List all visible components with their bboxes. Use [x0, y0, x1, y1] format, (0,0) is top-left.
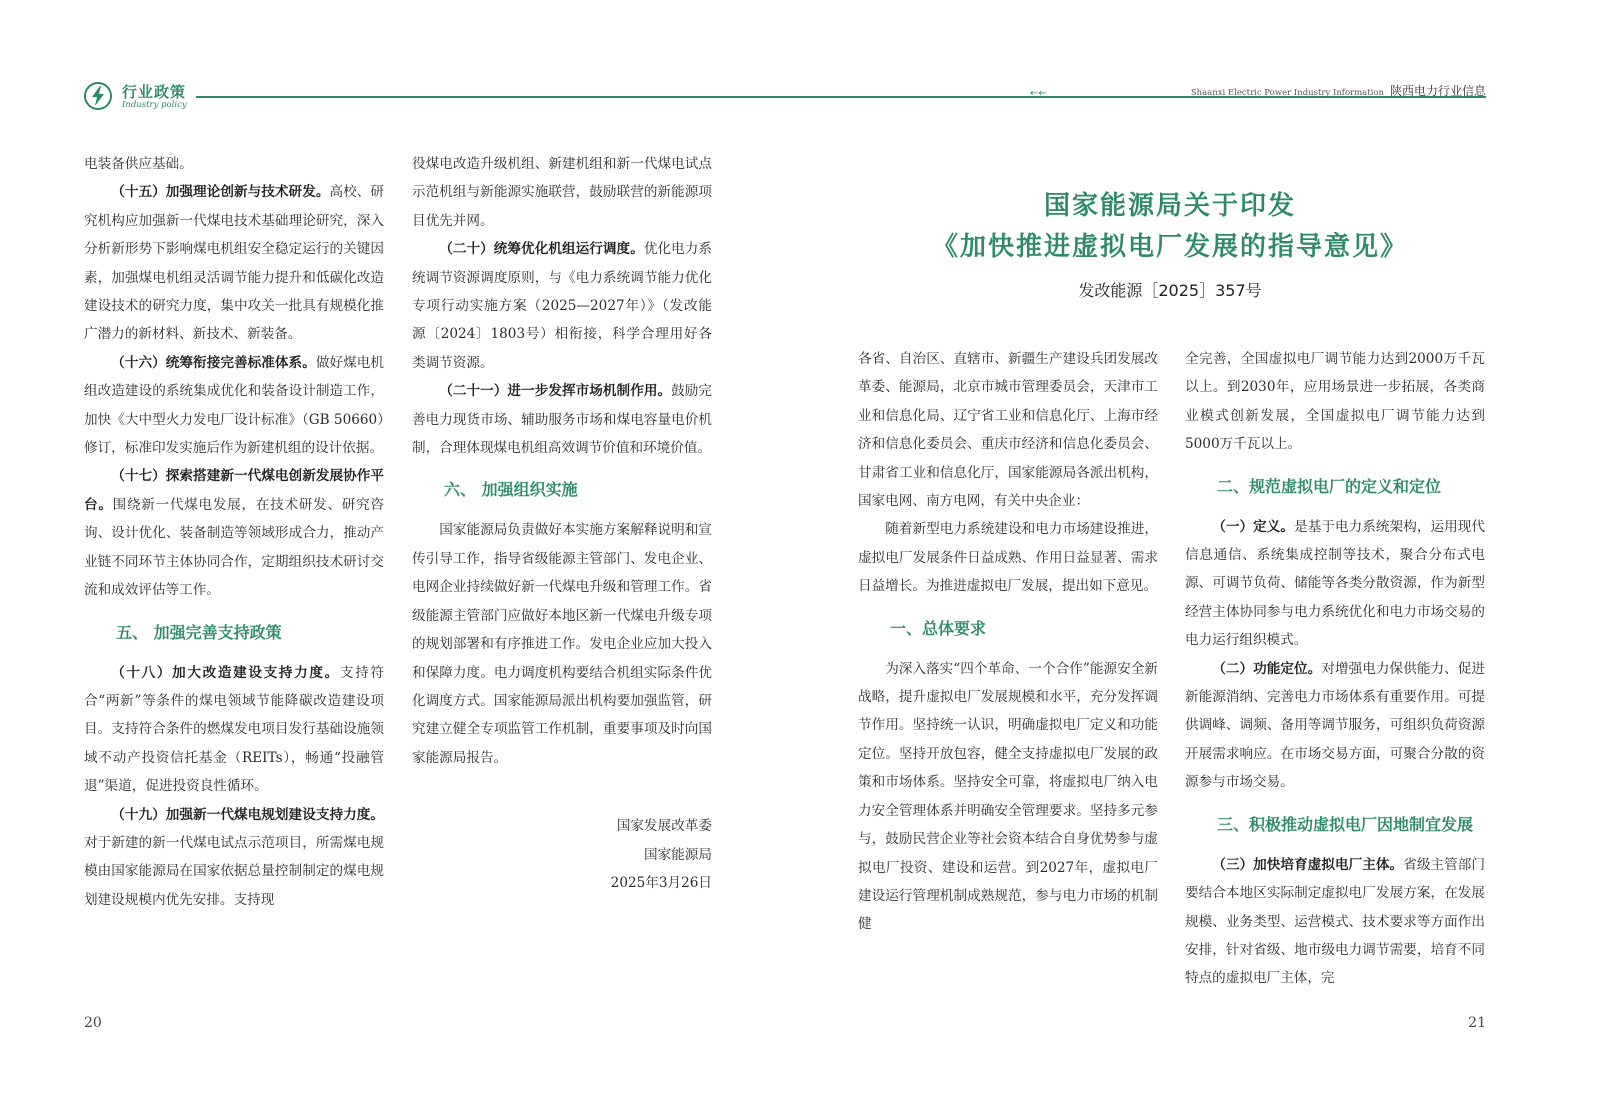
clause-heading: （十五）加强理论创新与技术研发。 — [111, 184, 330, 201]
clause-heading: （一）定义。 — [1212, 518, 1295, 535]
section-heading: 六、 加强组织实施 — [444, 480, 578, 500]
page-number-right: 21 — [1468, 1015, 1486, 1031]
clause-text: 优化电力系统调节资源调度原则，与《电力系统调节能力优化专项行动实施方案（2025—2027年）》（发改能源〔2024〕1803号）相衔接，科学合理用好各类调节资源。 — [412, 241, 713, 371]
paragraph: 随着新型电力系统建设和电力市场建设推进，虚拟电厂发展条件日益成熟、作用日益显著、需求日益增长。为推进虚拟电厂发展，提出如下意见。 — [858, 521, 1158, 595]
clause-heading: （十七）探索搭建新一代煤电创新发展协作平台。 — [84, 468, 384, 513]
paragraph: 各省、自治区、直辖市、新疆生产建设兵团发展改革委、能源局，北京市城市管理委员会，天津市工业和信息化局、辽宁省工业和信息化厅、上海市经济和信息化委员会、重庆市经济和信息化委员会、甘肃省工业和信息化厅，国家能源局各派出机构，国家电网、南方电网，有关中央企业： — [858, 351, 1158, 510]
clause-heading: （十八）加大改造建设支持力度。 — [111, 664, 340, 681]
paragraph: 役煤电改造升级机组、新建机组和新一代煤电试点示范机组与新能源实施联营，鼓励联营的新能源项目优先并网。 — [412, 156, 712, 229]
paragraph — [1185, 513, 1485, 655]
clause-heading: （十六）统筹衔接完善标准体系。 — [111, 354, 316, 371]
signatory: 国家发展改革委 — [616, 818, 712, 835]
clause-text: 做好煤电机组改造建设的系统集成优化和装备设计制造工作，加快《大中型火力发电厂设计标准》（GB 50660）修订，标准印发实施后作为新建机组的设计依据。 — [84, 354, 385, 457]
clause-text: 是基于电力系统架构，运用现代信息通信、系统集成控制等技术，聚合分布式电源、可调节负荷、储能等各类分散资源，作为新型经营主体协同参与电力系统优化和电力市场交易的电力运行组织模式。 — [1185, 518, 1485, 649]
section-heading: 一、总体要求 — [890, 618, 987, 638]
section-heading: 五、 加强完善支持政策 — [116, 622, 282, 642]
paragraph — [1185, 851, 1485, 993]
arrows-icon: ←← — [1030, 88, 1047, 99]
clause-text: 对增强电力保供能力、促进新能源消纳、完善电力市场体系有重要作用。可提供调峰、调频、备用等调节服务，可组织负荷资源开展需求响应。在市场交易方面，可聚合分散的资源参与市场交易。 — [1185, 660, 1486, 791]
paragraph — [412, 235, 712, 377]
sign-date: 2025年3月26日 — [610, 874, 712, 891]
clause-text: 支持符合“两新”等条件的煤电领域节能降碳改造建设项目。支持符合条件的燃煤发电项目发行基础设施领域不动产投资信托基金（REITs），畅通“投融管退”渠道，促进投资良性循环。 — [84, 664, 385, 795]
paragraph — [84, 659, 384, 801]
paragraph: 电装备供应基础。 — [84, 156, 193, 172]
clause-heading: （十九）加强新一代煤电规划建设支持力度。 — [111, 806, 384, 823]
lightning-bolt-icon — [84, 82, 112, 110]
spacer — [412, 772, 712, 812]
publication-name — [1191, 82, 1486, 99]
document-number: 发改能源［2025］357号 — [1078, 281, 1262, 300]
clause-heading: （二）功能定位。 — [1212, 660, 1322, 677]
publication-name-cn: 陕西电力行业信息 — [1389, 84, 1486, 98]
section-heading: 三、积极推动虚拟电厂因地制宜发展 — [1217, 814, 1474, 834]
document-title-line-1: 国家能源局关于印发 — [1043, 191, 1296, 221]
paragraph: 为深入落实“四个革命、一个合作”能源安全新战略，提升虚拟电厂发展规模和水平，充分发挥调节作用。坚持统一认识，明确虚拟电厂定义和功能定位。坚持开放包容，健全支持虚拟电厂发展的政策和市场体系。坚持安全可靠，将虚拟电厂纳入电力安全管理体系并明确安全管理要求。坚持多元参与，鼓励民营企业等社会资本结合自身优势参与虚拟电厂投资、建设和运营。到2027年，虚拟电厂建设运行管理机制成熟规范，参与电力市场的机制健 — [858, 660, 1158, 933]
paragraph — [84, 178, 384, 348]
section-title: 行业政策 — [122, 83, 187, 101]
right-page-column-2 — [1185, 345, 1485, 993]
clause-text: 围绕新一代煤电发展，在技术研发、研究咨询、设计优化、装备制造等领域形成合力，推动产业链不同环节主体协同合作，定期组织技术研讨交流和成效评估等工作。 — [84, 496, 384, 599]
page-number-left: 20 — [84, 1015, 102, 1031]
signatory: 国家能源局 — [644, 846, 712, 863]
section-heading: 二、规范虚拟电厂的定义和定位 — [1217, 476, 1442, 496]
clause-text: 鼓励完善电力现货市场、辅助服务市场和煤电容量电价机制，合理体现煤电机组高效调节价值和环境价值。 — [412, 383, 713, 457]
clause-text: 省级主管部门要结合本地区实际制定虚拟电厂发展方案，在发展规模、业务类型、运营模式、技术要求等方面作出安排，针对省级、地市级电力调节需要，培育不同特点的虚拟电厂主体，完 — [1185, 856, 1486, 987]
paragraph: 国家能源局负责做好本实施方案解释说明和宣传引导工作，指导省级能源主管部门、发电企业、电网企业持续做好新一代煤电升级和管理工作。省级能源主管部门应做好本地区新一代煤电升级专项的规划部署和有序推进工作。发电企业应加大投入和保障力度。电力调度机构要结合机组实际条件优化调度方式。国家能源局派出机构要加强监管，研究建立健全专项监管工作机制，重要事项及时向国家能源局报告。 — [412, 522, 712, 766]
paragraph: 全完善，全国虚拟电厂调节能力达到2000万千瓦以上。到2030年，应用场景进一步拓展，各类商业模式创新发展，全国虚拟电厂调节能力达到5000万千瓦以上。 — [1185, 351, 1485, 453]
left-page-column-1 — [84, 150, 384, 914]
paragraph — [84, 801, 384, 915]
paragraph — [1185, 655, 1485, 797]
paragraph — [84, 462, 384, 604]
document-title-line-2: 《加快推进虚拟电厂发展的指导意见》 — [931, 232, 1408, 262]
clause-heading: （二十）统筹优化机组运行调度。 — [439, 241, 644, 258]
paragraph — [84, 349, 384, 463]
page-header — [0, 0, 1600, 130]
clause-heading: （三）加快培育虚拟电厂主体。 — [1212, 856, 1404, 873]
left-page-column-2 — [412, 150, 712, 897]
clause-text: 高校、研究机构应加强新一代煤电技术基础理论研究，深入分析新形势下影响煤电机组安全稳定运行的关键因素，加强煤电机组灵活调节能力提升和低碳化改造建设技术的研究力度，集中攻关一批具有规模化推广潜力的新材料、新技术、新装备。 — [84, 184, 385, 343]
right-page-column-1 — [858, 345, 1158, 939]
publication-name-en: Shaanxi Electric Power Industry Information — [1190, 88, 1384, 98]
clause-heading: （二十一）进一步发挥市场机制作用。 — [439, 383, 672, 400]
paragraph — [412, 377, 712, 462]
clause-text: 对于新建的新一代煤电试点示范项目，所需煤电规模由国家能源局在国家依据总量控制制定的煤电规划建设规模内优先安排。支持现 — [84, 834, 384, 908]
section-title-en: Industry policy — [122, 100, 187, 110]
